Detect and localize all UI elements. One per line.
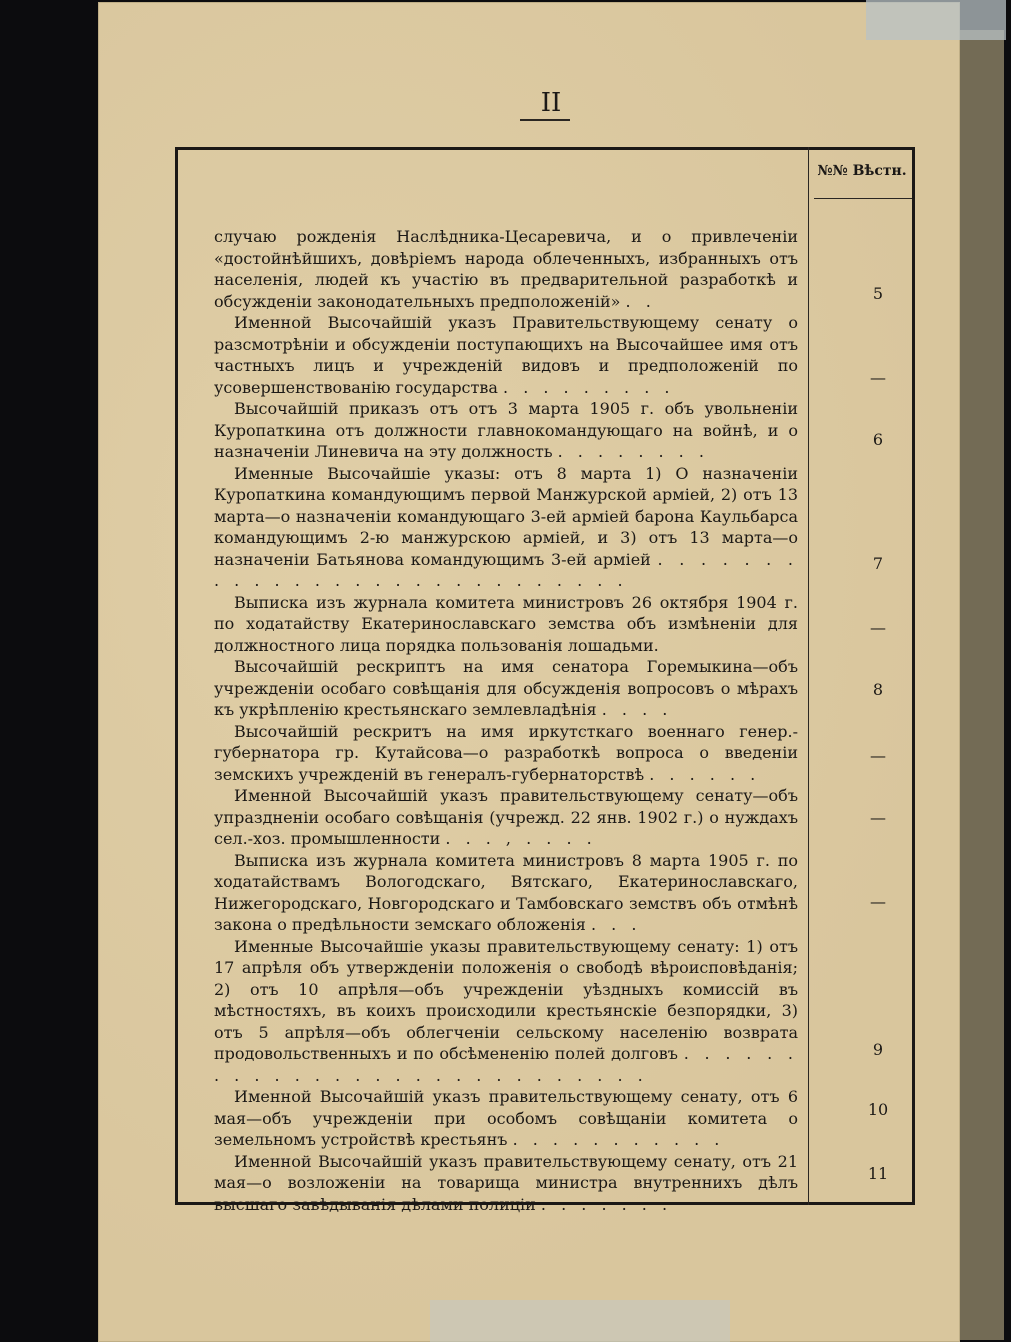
bulletin-ref: — [870,892,886,911]
column-divider [808,147,809,1205]
entry-text: Именные Высочайшіе указы: отъ 8 марта 1) О назначеніи Куропаткина командующимъ первой Манжурской арміей, 2) отъ 13 марта—о назначеніи командующаго 3-ей арміей барона Каульбарса командующимъ 2-ю манжурскою арміей, и 3) отъ 13 марта—о назначеніи Батьянова командующимъ 3-ей арміей [214,463,798,569]
bulletin-ref: 6 [872,430,884,449]
bulletin-ref: 8 [872,680,884,699]
contents-entry [214,1086,798,1151]
bulletin-ref: 7 [872,554,884,573]
dot-leader: . . . . . . . . . . . . . . . . . . . . . . . . . . . . [214,549,798,590]
entry-text: Высочайшій рескриптъ на имя сенатора Горемыкина—объ учрежденіи особаго совѣщанія для обсужденія вопросовъ о мѣрахъ къ укрѣпленію крестьянскаго землевладѣнія [214,657,798,719]
entry-text: Высочайшій приказъ отъ отъ 3 марта 1905 г. объ увольненіи Куропаткина отъ должности главнокомандующаго на войнѣ, и о назначеніи Линевича на эту должность [214,399,798,461]
entry-text: Именной Высочайшій указъ Правительствующему сенату о разсмотрѣніи и обсужденіи поступающихъ на Высочайшее имя отъ частныхъ лицъ и учрежденій видовъ и предположеній по усовершенствованію государства [214,313,798,397]
dot-leader: . . . , . . . . [445,829,597,848]
column-header-rule [814,198,912,199]
dot-leader: . . . [590,915,642,934]
dot-leader: . . . . [601,700,673,719]
column-header-bulletin-numbers: №№ Вѣстн. [817,163,907,179]
dot-leader: . . . . . . . . . [503,377,675,397]
entry-text: Именные Высочайшіе указы правительствующему сенату: 1) отъ 17 апрѣля объ утвержденіи положенія о свободѣ вѣроисповѣданія; 2) отъ 10 апрѣля—объ учрежденіи уѣздныхъ комиссій въ мѣстностяхъ, въ коихъ происходили крестьянскіе безпорядки, 3) отъ 5 апрѣля—объ облегченіи сельскому населенію возврата продовольственныхъ и по обсѣмененію полей долговъ [214,936,798,1063]
table-border-left [175,147,178,1205]
bulletin-ref: 5 [872,284,884,303]
contents-entry [214,398,798,463]
dot-leader: . . . . . . . [540,1194,673,1214]
dot-leader: . . . . . . [649,764,761,784]
contents-list [214,226,798,1215]
dot-leader: . . [625,291,656,311]
contents-entry [214,1151,798,1216]
bulletin-ref: — [870,746,886,765]
entry-text: Выписка изъ журнала комитета министровъ 8 марта 1905 г. по ходатайствамъ Вологодскаго, Вятскаго, Екатеринославскаго, Нижегородскаго, Новгородскаго и Тамбовскаго земствъ объ отмѣнѣ закона о предѣльности земскаго обложенія [214,850,798,934]
bulletin-ref: — [870,808,886,827]
entry-text: Выписка изъ журнала комитета министровъ 26 октября 1904 г. по ходатайству Екатеринославскаго земства объ измѣненіи для должностного лица порядка пользованія лошадьми. [214,592,798,655]
entry-text: Именной Высочайшій указъ правительствующему сенату—объ упраздненіи особаго совѣщанія (учрежд. 22 янв. 1902 г.) о нуждахъ сел.-хоз. промышленности [214,786,798,848]
contents-entry [214,656,798,721]
contents-entry [214,226,798,312]
dot-leader: . . . . . . . . . . . . . . . . . . . . . . . . . . . . [214,1044,798,1085]
bulletin-ref: 11 [867,1164,889,1183]
bulletin-ref: 9 [872,1040,884,1059]
entry-text: случаю рожденія Наслѣдника-Цесаревича, и о привлеченіи «достойнѣйшихъ, довѣріемъ народа облеченныхъ, избранныхъ отъ населенія, людей къ участію въ предварительной разработкѣ и обсужденіи законодательныхъ предположеній» [214,227,798,311]
contents-entry [214,785,798,850]
page-edge [960,30,1004,1340]
tape-strip-bottom [430,1300,730,1342]
tape-strip [866,0,1006,40]
bulletin-ref: 10 [867,1100,889,1119]
contents-entry [214,463,798,592]
entry-text: Высочайшій рескритъ на имя иркутсткаго военнаго генер.-губернатора гр. Кутайсова—о разработкѣ вопроса о введеніи земскихъ учрежденій въ генералъ-губернаторствѣ [214,721,798,784]
page-number: II [540,88,562,118]
contents-entry [214,850,798,936]
entry-text: Именной Высочайшій указъ правительствующему сенату, отъ 6 мая—объ учрежденіи при особомъ совѣщаніи комитета о земельномъ устройствѣ крестьянъ [214,1087,798,1149]
dot-leader: . . . . . . . . . . . [512,1130,725,1149]
contents-entry [214,592,798,657]
bulletin-ref: — [870,368,886,387]
contents-entry [214,312,798,398]
bulletin-ref: — [870,618,886,637]
entry-text: Именной Высочайшій указъ правительствующему сенату, отъ 21 мая—о возложеніи на товарища министра внутреннихъ дѣлъ высшаго завѣдыванія дѣлами полиціи [214,1151,798,1214]
page-number-rule [520,119,570,121]
table-border-top [175,147,915,150]
dot-leader: . . . . . . . . [557,442,709,461]
contents-entry [214,721,798,786]
contents-entry [214,936,798,1087]
